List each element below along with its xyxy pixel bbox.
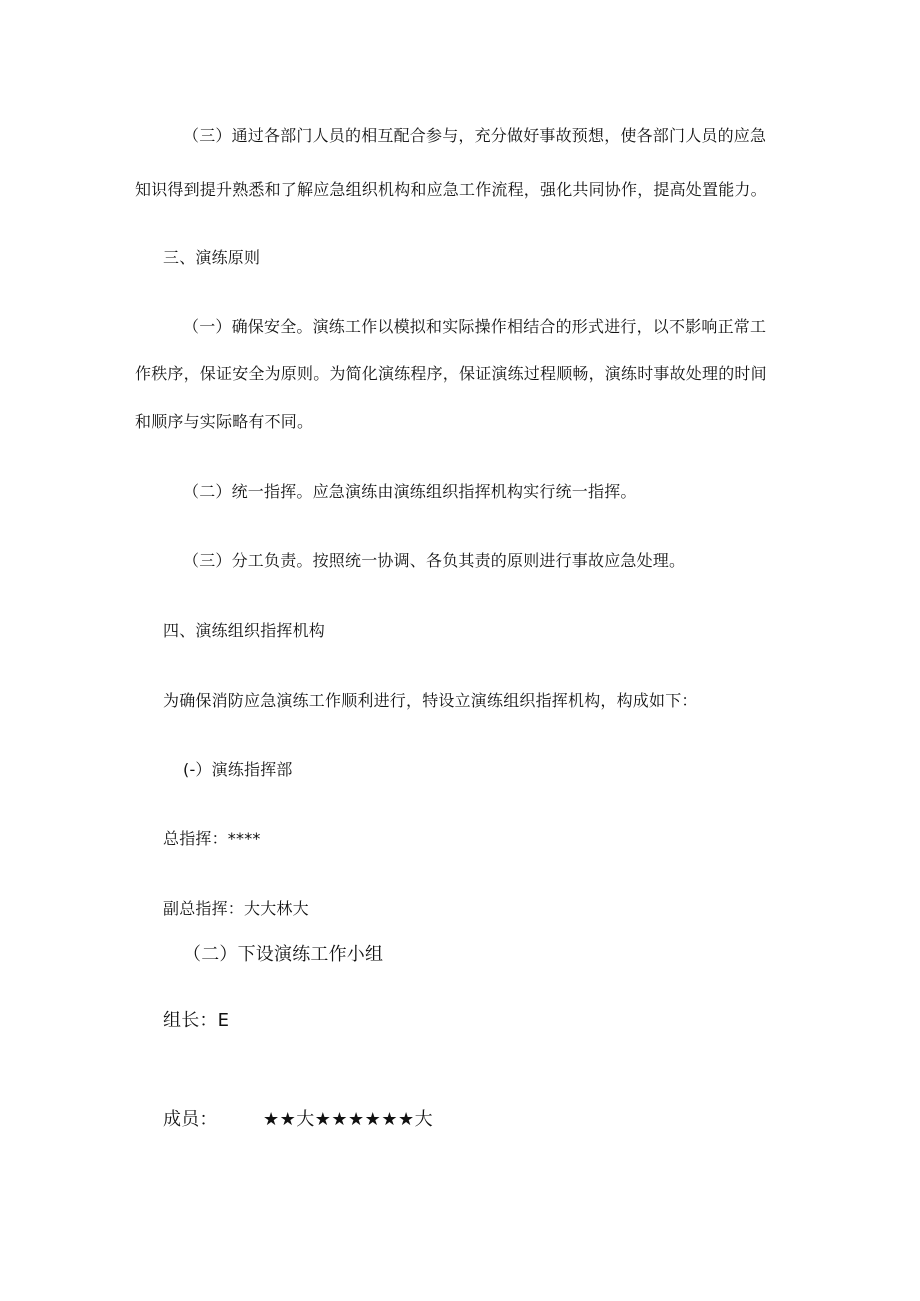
section4-heading: 四、演练组织指挥机构 bbox=[163, 621, 326, 640]
section4-sub2-heading: （二）下设演练工作小组 bbox=[183, 944, 384, 965]
section4-sub1-heading: (-）演练指挥部 bbox=[183, 760, 293, 779]
members-label: 成员： bbox=[163, 1109, 218, 1130]
section3-heading: 三、演练原则 bbox=[163, 248, 261, 267]
members-value: ★★大★★★★★★大 bbox=[263, 1109, 434, 1130]
section3-item2: （二）统一指挥。应急演练由演练组织指挥机构实行统一指挥。 bbox=[183, 482, 637, 501]
section2-item3-line2: 知识得到提升熟悉和了解应急组织机构和应急工作流程，强化共同协作，提高处置能力。 bbox=[135, 180, 767, 199]
section2-item3-line1: （三）通过各部门人员的相互配合参与，充分做好事故预想，使各部门人员的应急 bbox=[183, 126, 767, 145]
deputy-commander: 副总指挥：大大林大 bbox=[163, 899, 309, 918]
section3-item1-line2: 作秩序，保证安全为原则。为简化演练程序，保证演练过程顺畅，演练时事故处理的时间 bbox=[135, 364, 767, 383]
section4-intro: 为确保消防应急演练工作顺利进行，特设立演练组织指挥机构，构成如下： bbox=[163, 691, 698, 710]
team-leader: 组长：E bbox=[163, 1010, 230, 1031]
section3-item3: （三）分工负责。按照统一协调、各负其责的原则进行事故应急处理。 bbox=[183, 551, 686, 570]
commander: 总指挥：**** bbox=[163, 829, 261, 848]
section3-item1-line1: （一）确保安全。演练工作以模拟和实际操作相结合的形式进行，以不影响正常工 bbox=[183, 317, 767, 336]
section3-item1-line3: 和顺序与实际略有不同。 bbox=[135, 412, 314, 431]
